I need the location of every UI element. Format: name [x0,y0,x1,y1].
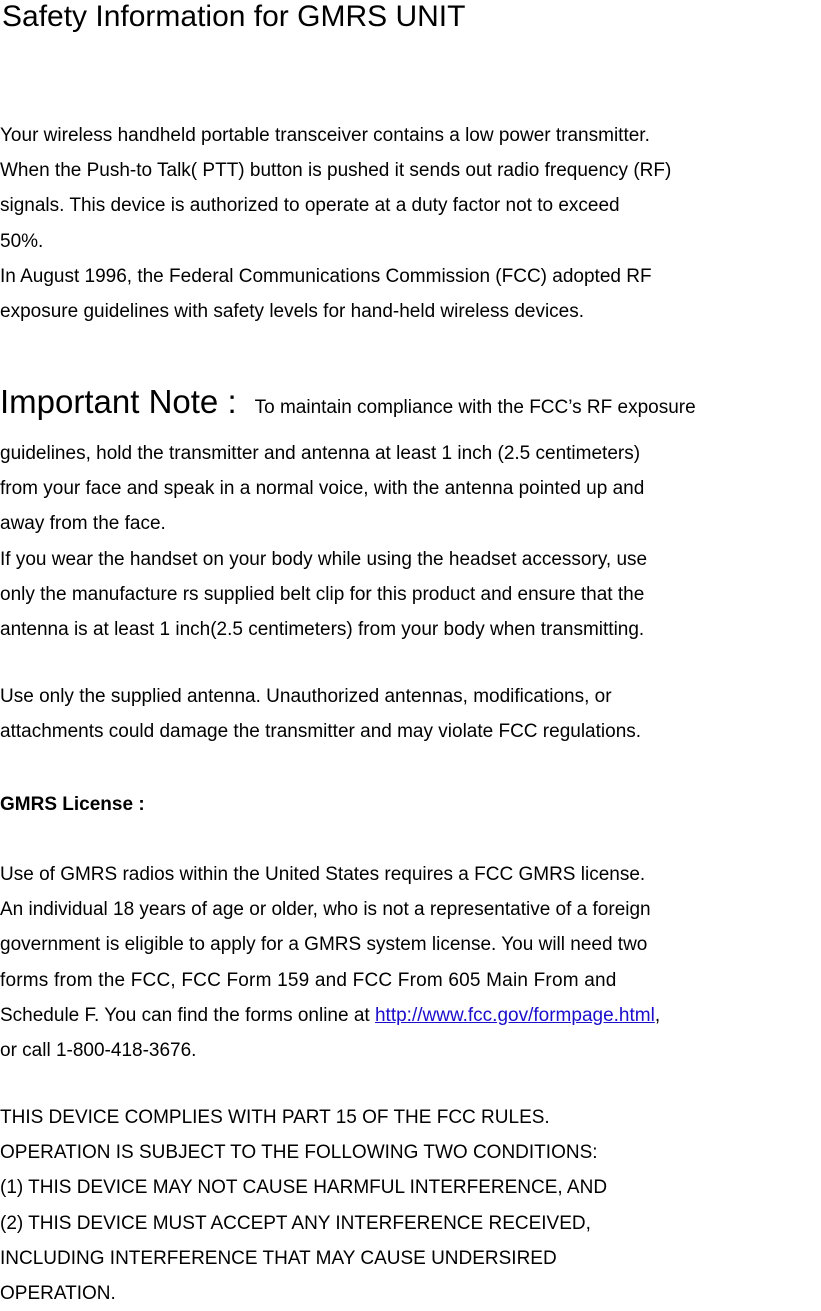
fcc-forms-link[interactable]: http://www.fcc.gov/formpage.html [374,1004,655,1026]
intro-line: exposure guidelines with safety levels for hand-held wireless devices. [0,300,585,322]
license-line: government is eligible to apply for a GMRS system license. You will need two [0,934,648,956]
intro-line: When the Push-to Talk( PTT) button is pushed it sends out radio frequency (RF) [0,160,672,182]
important-line: only the manufacture rs supplied belt clip for this product and ensure that the [0,583,645,605]
antenna-line: attachments could damage the transmitter and may violate FCC regulations. [0,721,642,743]
important-note-line [0,380,696,424]
license-line: Use of GMRS radios within the United States requires a FCC GMRS license. [0,864,646,885]
license-paragraph [0,857,821,1068]
compliance-line: OPERATION. [0,1282,116,1304]
intro-paragraph [0,118,821,329]
important-note-paragraph [0,436,821,647]
important-line: away from the face. [0,513,166,535]
important-note-first-line: To maintain compliance with the FCC’s RF exposure [254,397,696,418]
license-link-prefix: Schedule F. You can find the forms online at [0,1004,375,1026]
intro-line: In August 1996, the Federal Communications Commission (FCC) adopted RF [0,265,652,287]
page-title: Safety Information for GMRS UNIT [2,0,466,33]
compliance-paragraph [0,1100,821,1311]
license-call-line: or call 1-800-418-3676. [0,1039,197,1061]
intro-line: 50%. [0,230,44,252]
license-link-line [0,998,821,1033]
compliance-line: INCLUDING INTERFERENCE THAT MAY CAUSE UNDERSIRED [0,1247,557,1269]
intro-line: Your wireless handheld portable transceiver contains a low power transmitter. [0,125,650,146]
antenna-paragraph [0,679,821,749]
license-line: forms from the FCC, FCC Form 159 and FCC From 605 Main From and [0,969,617,991]
important-line: antenna is at least 1 inch(2.5 centimeters) from your body when transmitting. [0,618,645,640]
compliance-line: THIS DEVICE COMPLIES WITH PART 15 OF THE FCC RULES. [0,1107,550,1128]
intro-line: signals. This device is authorized to operate at a duty factor not to exceed [0,195,620,217]
antenna-line: Use only the supplied antenna. Unauthorized antennas, modifications, or [0,686,612,707]
compliance-line: (1) THIS DEVICE MAY NOT CAUSE HARMFUL INTERFERENCE, AND [0,1177,608,1199]
compliance-line: (2) THIS DEVICE MUST ACCEPT ANY INTERFERENCE RECEIVED, [0,1212,591,1234]
important-note-label: Important Note : [0,383,237,420]
important-line: from your face and speak in a normal voice, with the antenna pointed up and [0,478,645,500]
important-line: If you wear the handset on your body while using the headset accessory, use [0,548,648,570]
gmrs-license-heading: GMRS License : [0,794,145,815]
license-link-suffix: , [654,1004,661,1026]
compliance-line: OPERATION IS SUBJECT TO THE FOLLOWING TWO CONDITIONS: [0,1142,598,1164]
important-line: guidelines, hold the transmitter and antenna at least 1 inch (2.5 centimeters) [0,443,641,464]
license-line: An individual 18 years of age or older, who is not a representative of a foreign [0,899,651,921]
